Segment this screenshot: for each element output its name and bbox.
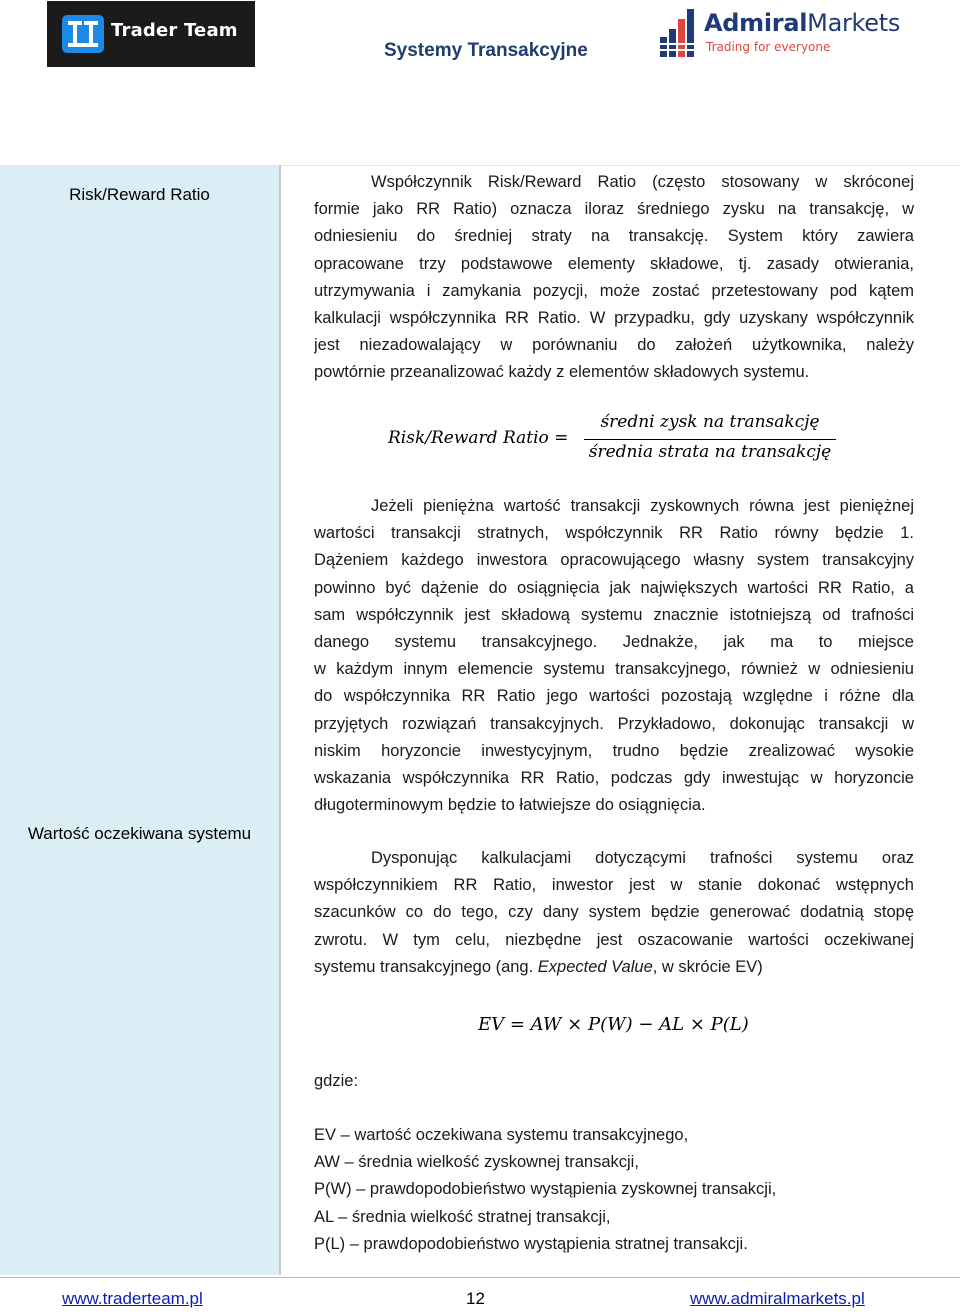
text-line: niskim horyzoncie inwestycyjnym, trudno będzie zrealizować wysokie xyxy=(314,741,914,760)
admiral-markets-wordmark: AdmiralMarkets xyxy=(704,9,901,37)
text-line: długoterminowym będzie to łatwiejsze do osiągnięcia. xyxy=(314,796,706,815)
formula-denominator: średnia strata na transakcję xyxy=(588,442,832,462)
paragraph-expected-value xyxy=(314,845,914,981)
text-line: powinno być dążenie do osiągnięcia jak największych wartości RR Ratio, a xyxy=(314,578,914,597)
text-line: odniesieniu do średniej straty na transakcję. System który zawiera xyxy=(314,227,914,246)
definition-item: P(L) – prawdopodobieństwo wystąpienia stratnej transakcji. xyxy=(314,1234,748,1253)
definition-item: AL – średnia wielkość stratnej transakcji, xyxy=(314,1207,611,1226)
fraction-bar xyxy=(584,439,836,440)
page-number: 12 xyxy=(466,1289,485,1308)
paragraph-rr-interpretation xyxy=(314,493,914,819)
text-line: opracowane trzy podstawowe elementy składowe, tj. zasady otwierania, xyxy=(314,254,914,273)
definition-item: P(W) – prawdopodobieństwo wystąpienia zyskownej transakcji, xyxy=(314,1180,777,1199)
trader-team-mark-icon xyxy=(62,15,104,53)
left-label-column xyxy=(0,165,279,1275)
definitions-list xyxy=(314,1122,914,1258)
footer-link-admiralmarkets[interactable]: www.admiralmarkets.pl xyxy=(690,1289,865,1308)
text-line: współczynnikiem RR Ratio, inwestor jest w stanie dokonać wstępnych xyxy=(314,876,914,895)
text-line: utrzymywania i zamykania pozycji, może zostać przetestowany pod kątem xyxy=(314,281,914,300)
document-title: Systemy Transakcyjne xyxy=(384,40,588,61)
footer-rule xyxy=(0,1277,960,1278)
text-line: danego systemu transakcyjnego. Jednakże, jak ma to miejsce xyxy=(314,632,914,651)
rr-ratio-formula xyxy=(388,412,848,468)
paragraph-rr-definition xyxy=(314,169,914,387)
text-line: kalkulacji współczynnika RR Ratio. W przypadku, gdy uzyskany współczynnik xyxy=(314,308,914,327)
text-line: Jeżeli pieniężna wartość transakcji zyskownych równa jest pieniężnej xyxy=(371,497,914,515)
text-line: systemu transakcyjnego (ang. Expected Value, w skrócie EV) xyxy=(314,957,763,976)
trader-team-logo xyxy=(47,1,255,67)
admiral-markets-bars-icon xyxy=(660,7,700,59)
text-line: Współczynnik Risk/Reward Ratio (często stosowany w skróconej xyxy=(371,173,914,191)
ev-formula: EV = AW × P(W) − AL × P(L) xyxy=(478,1014,749,1035)
text-line: w każdym innym elemencie systemu transakcyjnego, również w odniesieniu xyxy=(314,660,914,679)
text-line: zwrotu. W tym celu, niezbędne jest oszacowanie wartości oczekiwanej xyxy=(314,930,914,949)
formula-lhs: Risk/Reward Ratio = xyxy=(388,428,569,448)
definition-item: AW – średnia wielkość zyskownej transakcji, xyxy=(314,1153,639,1172)
formula-numerator: średni zysk na transakcję xyxy=(600,412,820,432)
text-line: szacunków co do tego, czy dany system będzie generować dodatnią stopę xyxy=(314,903,914,922)
expected-value-term: Expected Value xyxy=(537,957,653,976)
text-line: przyjętych rozwiązań transakcyjnych. Przykładowo, dokonując transakcji w xyxy=(314,714,914,733)
footer-link-traderteam[interactable]: www.traderteam.pl xyxy=(62,1289,203,1308)
column-divider xyxy=(279,165,281,1275)
text-line: wartości transakcji stratnych, współczynnik RR Ratio równy będzie 1. xyxy=(314,524,914,543)
text-line: jest niezadowalający w porównaniu do założeń użytkownika, należy xyxy=(314,336,914,355)
table-top-border xyxy=(281,165,960,166)
text-line: Dążeniem każdego inwestora opracowującego własny system transakcyjny xyxy=(314,551,914,570)
text-line: Dysponując kalkulacjami dotyczącymi trafności systemu oraz xyxy=(371,849,914,867)
text-line: formie jako RR Ratio) oznacza iloraz średniego zysku na transakcję, w xyxy=(314,200,914,219)
admiral-markets-logo xyxy=(660,5,922,61)
row-label-expected-value: Wartość oczekiwana systemu xyxy=(27,824,252,843)
text-line: do współczynnika RR Ratio jego wartości pozostają względne i różne dla xyxy=(314,687,914,706)
row-label-risk-reward: Risk/Reward Ratio xyxy=(69,185,210,204)
where-label-block xyxy=(314,1068,914,1095)
trader-team-logo-text: Trader Team xyxy=(111,20,238,41)
text-line: sam współczynnik jest składową systemu znacznie istotniejszą od trafności xyxy=(314,605,914,624)
where-label: gdzie: xyxy=(314,1072,359,1090)
text-line: wskazania współczynnika RR Ratio, podczas gdy inwestując w horyzoncie xyxy=(314,768,914,787)
definition-item: EV – wartość oczekiwana systemu transakcyjnego, xyxy=(314,1126,689,1144)
text-line: powtórnie przeanalizować każdy z elementów składowych systemu. xyxy=(314,363,810,382)
admiral-markets-tagline: Trading for everyone xyxy=(706,40,831,54)
